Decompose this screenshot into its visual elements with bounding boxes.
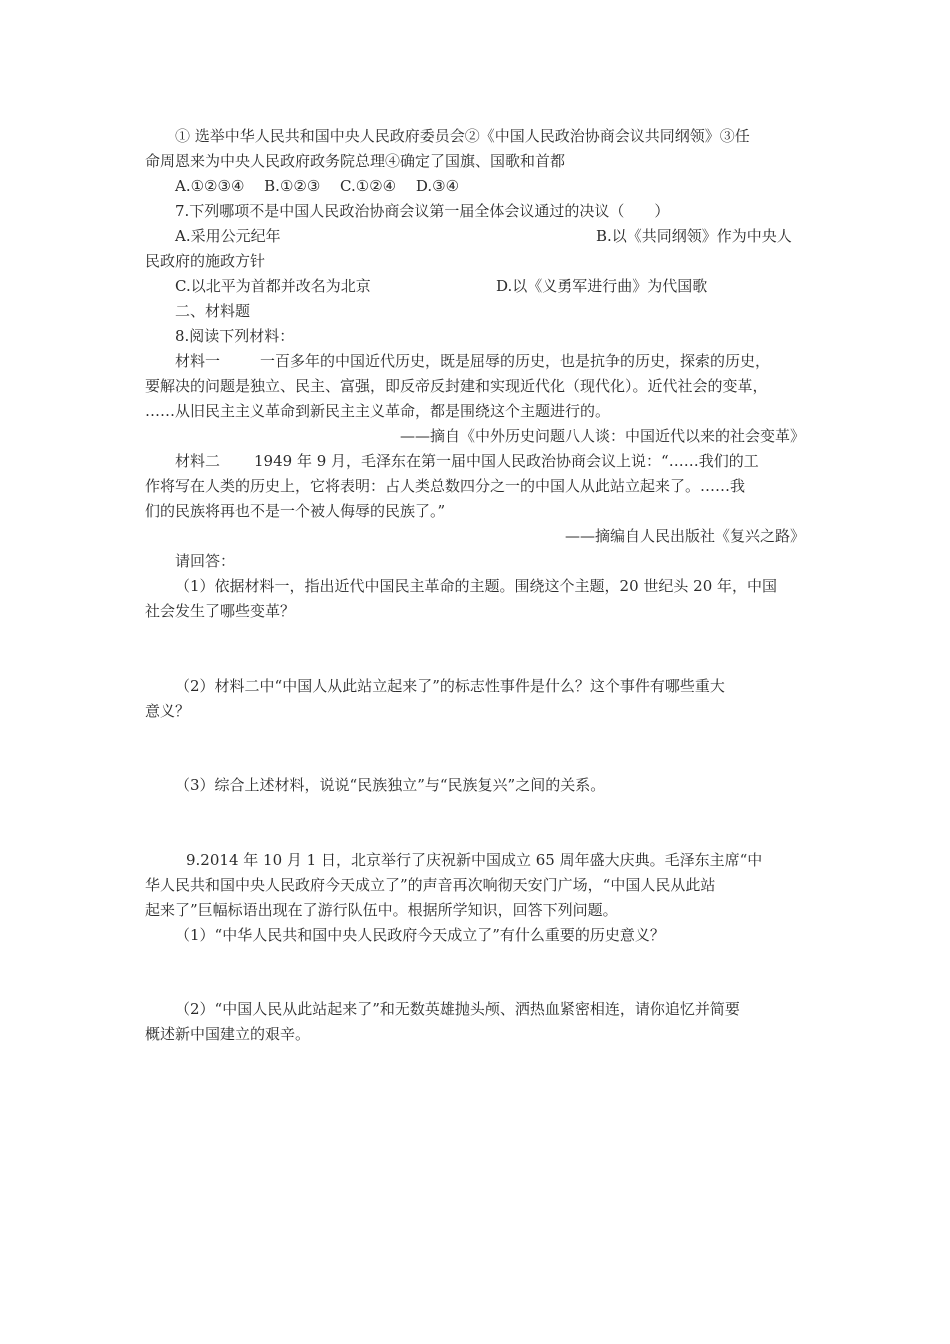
q8-material-1-source: ——摘自《中外历史问题八人谈：中国近代以来的社会变革》 [399, 427, 805, 445]
q8-material-2-label: 材料二 [175, 452, 221, 470]
section-title-material: 二、材料题 [175, 302, 251, 320]
q8-material-2-line-3: 们的民族将再也不是一个被人侮辱的民族了。” [145, 502, 446, 520]
q7-option-a: A.采用公元纪年 [175, 227, 281, 245]
q8-material-1-line-3: ……从旧民主主义革命到新民主主义革命，都是围绕这个主题进行的。 [145, 402, 611, 420]
q9-sub2-line-1: （2）“中国人民从此站起来了”和无数英雄抛头颅、洒热血紧密相连，请你追忆并简要 [175, 1000, 740, 1018]
q9-sub1: （1）“中华人民共和国中央人民政府今天成立了”有什么重要的历史意义？ [175, 926, 665, 944]
q8-material-1-label: 材料一 [175, 352, 221, 370]
q8-sub2-line-2: 意义？ [145, 702, 191, 720]
q6-stem-line-1: ① 选举中华人民共和国中央人民政府委员会②《中国人民政治协商会议共同纲领》③任 [175, 127, 750, 145]
q9-stem-line-2: 华人民共和国中央人民政府今天成立了”的声音再次响彻天安门广场，“中国人民从此站 [145, 876, 716, 894]
q8-material-1-line-2: 要解决的问题是独立、民主、富强，即反帝反封建和实现近代化（现代化）。近代社会的变革， [145, 377, 768, 395]
q6-stem-line-2: 命周恩来为中央人民政府政务院总理④确定了国旗、国歌和首都 [145, 152, 566, 170]
q8-material-2-source: ——摘编自人民出版社《复兴之路》 [564, 527, 805, 545]
q8-material-2-line-2: 作将写在人类的历史上，它将表明：占人类总数四分之一的中国人从此站立起来了。……我 [145, 477, 746, 495]
q7-option-b: B.以《共同纲领》作为中央人 [596, 227, 792, 245]
q8-sub1-line-2: 社会发生了哪些变革？ [145, 602, 296, 620]
q8-sub1-line-1: （1）依据材料一，指出近代中国民主革命的主题。围绕这个主题，20 世纪头 20 年，中国 [175, 577, 778, 595]
q7-option-b-cont: 民政府的施政方针 [145, 252, 266, 270]
q7-stem: 7.下列哪项不是中国人民政治协商会议第一届全体会议通过的决议（ ） [175, 202, 670, 220]
q6-options: A.①②③④ B.①②③ C.①②④ D.③④ [175, 177, 460, 195]
q7-option-c: C.以北平为首都并改名为北京 [175, 277, 371, 295]
q8-ask: 请回答： [175, 552, 236, 570]
q8-material-2-line-1: 1949 年 9 月，毛泽东在第一届中国人民政治协商会议上说：“……我们的工 [254, 452, 759, 470]
q7-option-d: D.以《义勇军进行曲》为代国歌 [496, 277, 708, 295]
q8-sub3: （3）综合上述材料，说说“民族独立”与“民族复兴”之间的关系。 [175, 776, 606, 794]
q8-intro: 8.阅读下列材料： [175, 327, 295, 345]
q8-sub2-line-1: （2）材料二中“中国人从此站立起来了”的标志性事件是什么？这个事件有哪些重大 [175, 677, 725, 695]
q9-sub2-line-2: 概述新中国建立的艰辛。 [145, 1025, 311, 1043]
q9-stem-line-1: 9.2014 年 10 月 1 日，北京举行了庆祝新中国成立 65 周年盛大庆典。毛泽东主席“中 [186, 851, 763, 869]
q9-stem-line-3: 起来了”巨幅标语出现在了游行队伍中。根据所学知识，回答下列问题。 [145, 901, 618, 919]
q8-material-1-line-1: 一百多年的中国近代历史，既是屈辱的历史，也是抗争的历史，探索的历史， [260, 352, 771, 370]
